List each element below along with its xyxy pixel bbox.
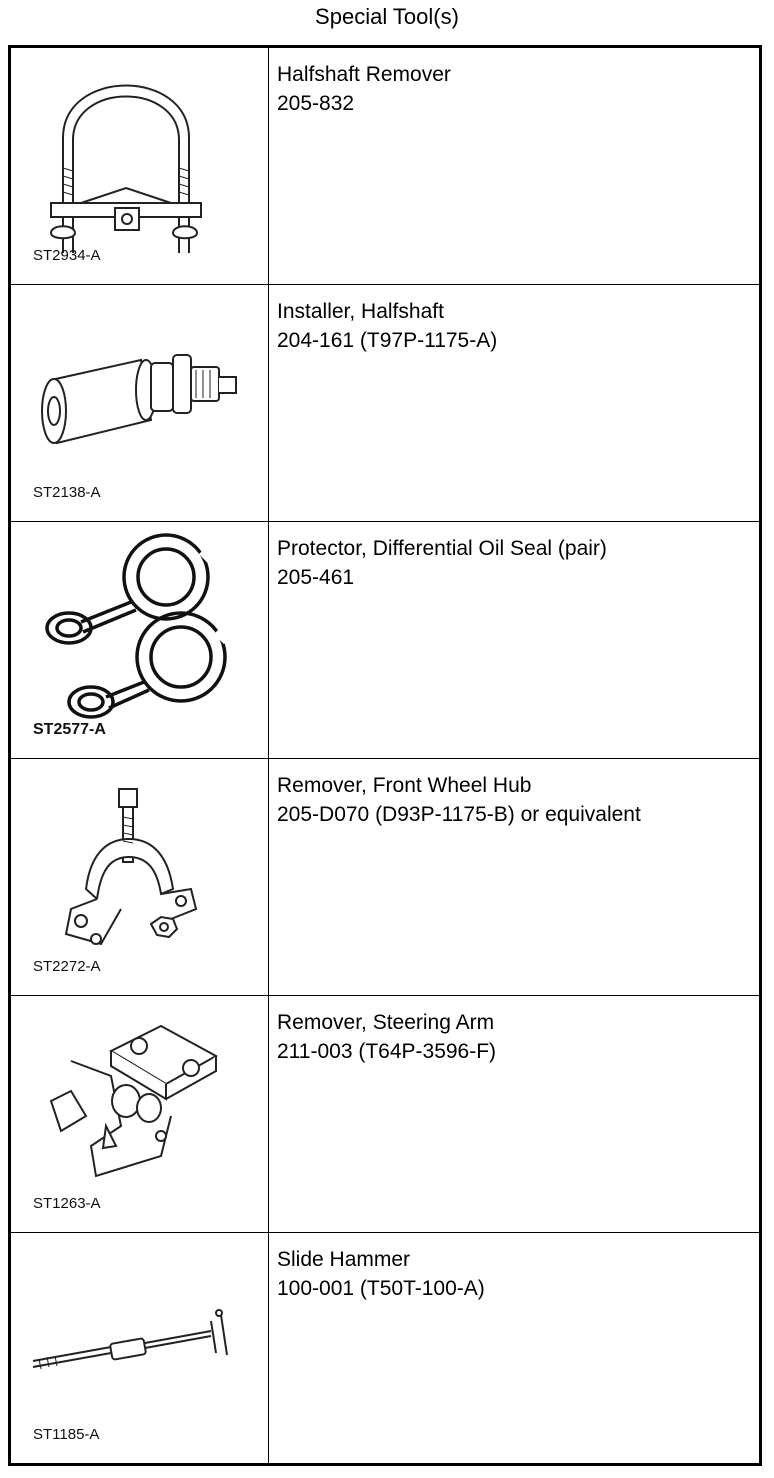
tool-name: Slide Hammer [277,1248,411,1271]
table-row [11,285,759,522]
tool-name: Protector, Differential Oil Seal (pair) [277,537,607,560]
table-row [11,996,759,1233]
page-title: Special Tool(s) [315,4,459,29]
tool-name: Halfshaft Remover [277,63,451,86]
tool-image-cell [11,285,269,521]
table-row [11,1233,759,1463]
tool-description [277,60,751,118]
tool-image-cell [11,996,269,1232]
tool-number: 211-003 (T64P-3596-F) [277,1040,497,1063]
tool-image-cell [11,48,269,284]
tool-image-code: ST1263-A [33,1195,101,1212]
table-row [11,759,759,996]
tool-name: Remover, Front Wheel Hub [277,774,532,797]
special-tools-table [8,45,762,1466]
tool-number: 205-461 [277,566,355,589]
tool-image-cell [11,522,269,758]
tool-image-cell [11,1233,269,1463]
tool-description [277,1245,751,1303]
table-row [11,522,759,759]
tool-description [277,1008,751,1066]
tool-number: 205-832 [277,92,355,115]
tool-image-cell [11,759,269,995]
tool-description [277,297,751,355]
tool-description [277,534,751,592]
tool-image-code: ST2272-A [33,958,101,975]
tool-name: Remover, Steering Arm [277,1011,495,1034]
table-row [11,48,759,285]
tool-description [277,771,751,829]
tool-image-code: ST2577-A [33,721,106,738]
tool-number: 100-001 (T50T-100-A) [277,1277,485,1300]
tool-number: 204-161 (T97P-1175-A) [277,329,498,352]
tool-name: Installer, Halfshaft [277,300,444,323]
tool-image-code: ST2934-A [33,247,101,264]
tool-image-code: ST2138-A [33,484,101,501]
tool-number: 205-D070 (D93P-1175-B) or equivalent [277,803,641,826]
tool-image-code: ST1185-A [33,1426,100,1443]
